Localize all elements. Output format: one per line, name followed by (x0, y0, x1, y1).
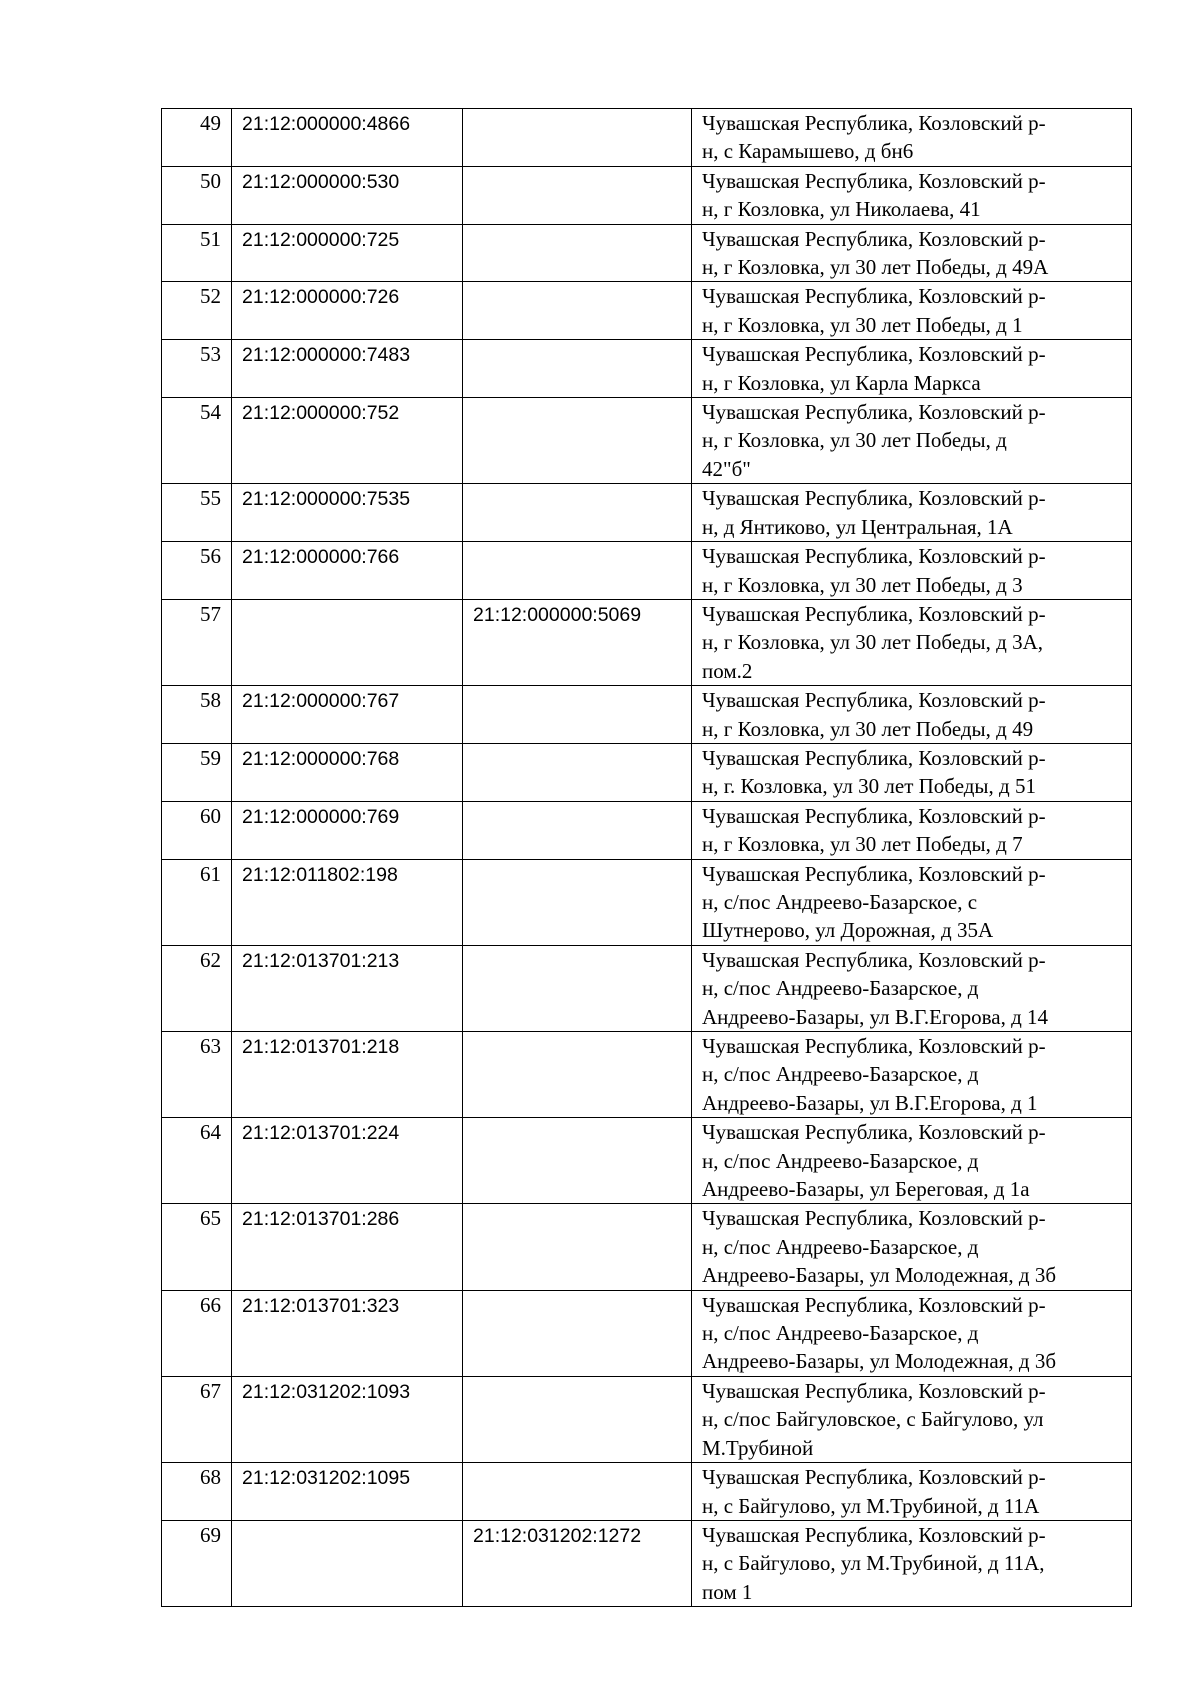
address-line: н, г. Козловка, ул 30 лет Победы, д 51 (702, 774, 1036, 799)
table-row (162, 945, 1132, 1031)
table-row (162, 224, 1132, 282)
cadastral-number: 21:12:000000:766 (232, 542, 463, 600)
address-line: н, г Козловка, ул Карла Маркса (702, 370, 981, 395)
premises-cadastral-number (463, 801, 692, 859)
address-cell (692, 1204, 1132, 1290)
table-row (162, 282, 1132, 340)
premises-cadastral-number (463, 484, 692, 542)
row-number: 69 (162, 1520, 232, 1606)
address-line: н, г Козловка, ул 30 лет Победы, д 1 (702, 312, 1023, 337)
row-number: 63 (162, 1032, 232, 1118)
row-number: 55 (162, 484, 232, 542)
cadastral-number: 21:12:000000:725 (232, 224, 463, 282)
premises-cadastral-number (463, 1118, 692, 1204)
premises-cadastral-number (463, 1376, 692, 1462)
table-row (162, 484, 1132, 542)
premises-cadastral-number (463, 859, 692, 945)
table-row (162, 1118, 1132, 1204)
address-line: н, г Козловка, ул 30 лет Победы, д 3 (702, 572, 1023, 597)
address-line: н, г Козловка, ул 30 лет Победы, д 49 (702, 716, 1034, 741)
address-cell (692, 1118, 1132, 1204)
table-row (162, 542, 1132, 600)
cadastral-number: 21:12:000000:530 (232, 166, 463, 224)
row-number: 56 (162, 542, 232, 600)
address-line: Андреево-Базары, ул Береговая, д 1а (702, 1177, 1030, 1202)
cadastral-number: 21:12:013701:213 (232, 945, 463, 1031)
address-line: н, с Карамышево, д бн6 (702, 139, 914, 164)
premises-cadastral-number (463, 340, 692, 398)
address-line: н, с/пос Андреево-Базарское, д (702, 976, 979, 1001)
row-number: 53 (162, 340, 232, 398)
cadastral-number (232, 1520, 463, 1606)
address-line: Чувашская Республика, Козловский р- (702, 486, 1046, 511)
row-number: 52 (162, 282, 232, 340)
address-cell (692, 599, 1132, 685)
row-number: 54 (162, 398, 232, 484)
table-row (162, 743, 1132, 801)
table-row (162, 1376, 1132, 1462)
address-line: Андреево-Базары, ул В.Г.Егорова, д 14 (702, 1004, 1048, 1029)
cadastral-number: 21:12:031202:1095 (232, 1463, 463, 1521)
address-line: Чувашская Республика, Козловский р- (702, 400, 1046, 425)
row-number: 58 (162, 686, 232, 744)
row-number: 51 (162, 224, 232, 282)
cadastral-number: 21:12:000000:769 (232, 801, 463, 859)
row-number: 66 (162, 1290, 232, 1376)
table-row (162, 166, 1132, 224)
row-number: 57 (162, 599, 232, 685)
address-cell (692, 166, 1132, 224)
cadastral-number: 21:12:013701:323 (232, 1290, 463, 1376)
address-line: н, г Козловка, ул 30 лет Победы, д 3А, (702, 630, 1044, 655)
address-cell (692, 398, 1132, 484)
premises-cadastral-number (463, 1463, 692, 1521)
address-line: Чувашская Республика, Козловский р- (702, 544, 1046, 569)
cadastral-number: 21:12:000000:767 (232, 686, 463, 744)
address-cell (692, 484, 1132, 542)
cadastral-number: 21:12:031202:1093 (232, 1376, 463, 1462)
table-row (162, 1204, 1132, 1290)
address-cell (692, 224, 1132, 282)
premises-cadastral-number (463, 743, 692, 801)
row-number: 50 (162, 166, 232, 224)
table-body (162, 109, 1132, 1607)
address-line: н, д Янтиково, ул Центральная, 1А (702, 514, 1013, 539)
address-line: Чувашская Республика, Козловский р- (702, 947, 1046, 972)
address-line: Чувашская Республика, Козловский р- (702, 1292, 1046, 1317)
address-cell (692, 1376, 1132, 1462)
address-cell (692, 1290, 1132, 1376)
cadastral-number: 21:12:000000:768 (232, 743, 463, 801)
premises-cadastral-number (463, 1290, 692, 1376)
address-cell (692, 801, 1132, 859)
cadastral-number: 21:12:000000:7483 (232, 340, 463, 398)
address-cell (692, 340, 1132, 398)
address-line: н, с/пос Андреево-Базарское, с (702, 889, 978, 914)
premises-cadastral-number (463, 1204, 692, 1290)
address-line: Чувашская Республика, Козловский р- (702, 1120, 1046, 1145)
table-row (162, 599, 1132, 685)
address-line: Чувашская Республика, Козловский р- (702, 1522, 1046, 1547)
address-line: Чувашская Республика, Козловский р- (702, 688, 1046, 713)
premises-cadastral-number (463, 109, 692, 167)
row-number: 68 (162, 1463, 232, 1521)
address-cell (692, 109, 1132, 167)
address-line: М.Трубиной (702, 1435, 814, 1460)
table-row (162, 686, 1132, 744)
cadastral-number: 21:12:013701:218 (232, 1032, 463, 1118)
address-line: Чувашская Республика, Козловский р- (702, 284, 1046, 309)
premises-cadastral-number (463, 686, 692, 744)
address-line: н, с/пос Байгуловское, с Байгулово, ул (702, 1407, 1044, 1432)
cadastral-number: 21:12:000000:4866 (232, 109, 463, 167)
premises-cadastral-number (463, 542, 692, 600)
address-line: н, с/пос Андреево-Базарское, д (702, 1321, 979, 1346)
premises-cadastral-number (463, 1032, 692, 1118)
cadastral-number: 21:12:011802:198 (232, 859, 463, 945)
row-number: 60 (162, 801, 232, 859)
table-row (162, 340, 1132, 398)
address-line: н, с/пос Андреево-Базарское, д (702, 1234, 979, 1259)
address-cell (692, 282, 1132, 340)
address-line: н, г Козловка, ул Николаева, 41 (702, 197, 981, 222)
address-cell (692, 945, 1132, 1031)
table-row (162, 1520, 1132, 1606)
table-row (162, 801, 1132, 859)
address-cell (692, 1520, 1132, 1606)
address-cell (692, 743, 1132, 801)
address-line: Чувашская Республика, Козловский р- (702, 745, 1046, 770)
address-line: Чувашская Республика, Козловский р- (702, 111, 1046, 135)
premises-cadastral-number: 21:12:000000:5069 (463, 599, 692, 685)
address-line: Чувашская Республика, Козловский р- (702, 342, 1046, 367)
address-cell (692, 1463, 1132, 1521)
address-line: Чувашская Республика, Козловский р- (702, 226, 1046, 251)
row-number: 49 (162, 109, 232, 167)
address-line: н, г Козловка, ул 30 лет Победы, д (702, 428, 1007, 453)
address-line: Чувашская Республика, Козловский р- (702, 803, 1046, 828)
address-line: Чувашская Республика, Козловский р- (702, 1378, 1046, 1403)
address-cell (692, 686, 1132, 744)
address-line: Андреево-Базары, ул Молодежная, д 3б (702, 1263, 1057, 1288)
address-line: пом 1 (702, 1579, 753, 1604)
address-line: н, с/пос Андреево-Базарское, д (702, 1148, 979, 1173)
address-cell (692, 1032, 1132, 1118)
address-line: Чувашская Республика, Козловский р- (702, 168, 1046, 193)
address-line: Андреево-Базары, ул В.Г.Егорова, д 1 (702, 1090, 1038, 1115)
premises-cadastral-number (463, 224, 692, 282)
premises-cadastral-number (463, 166, 692, 224)
address-line: Шутнерово, ул Дорожная, д 35А (702, 918, 994, 943)
row-number: 62 (162, 945, 232, 1031)
cadastral-number: 21:12:013701:286 (232, 1204, 463, 1290)
row-number: 67 (162, 1376, 232, 1462)
row-number: 59 (162, 743, 232, 801)
premises-cadastral-number (463, 398, 692, 484)
address-line: н, г Козловка, ул 30 лет Победы, д 49А (702, 255, 1049, 280)
row-number: 64 (162, 1118, 232, 1204)
row-number: 61 (162, 859, 232, 945)
address-line: н, с Байгулово, ул М.Трубиной, д 11А, (702, 1551, 1045, 1576)
cadastral-number (232, 599, 463, 685)
address-cell (692, 859, 1132, 945)
cadastral-number: 21:12:000000:726 (232, 282, 463, 340)
address-line: 42"б" (702, 456, 751, 481)
premises-cadastral-number (463, 945, 692, 1031)
address-line: Чувашская Республика, Козловский р- (702, 1206, 1046, 1231)
table-row (162, 1290, 1132, 1376)
address-line: н, с Байгулово, ул М.Трубиной, д 11А (702, 1493, 1040, 1518)
address-cell (692, 542, 1132, 600)
table-row (162, 1463, 1132, 1521)
cadastral-number: 21:12:000000:752 (232, 398, 463, 484)
row-number: 65 (162, 1204, 232, 1290)
address-line: н, с/пос Андреево-Базарское, д (702, 1062, 979, 1087)
address-line: пом.2 (702, 658, 753, 683)
cadastral-number: 21:12:000000:7535 (232, 484, 463, 542)
address-line: Андреево-Базары, ул Молодежная, д 3б (702, 1349, 1057, 1374)
registry-table (161, 108, 1132, 1607)
table-row (162, 1032, 1132, 1118)
address-line: Чувашская Республика, Козловский р- (702, 1034, 1046, 1058)
address-line: н, г Козловка, ул 30 лет Победы, д 7 (702, 832, 1023, 857)
premises-cadastral-number (463, 282, 692, 340)
address-line: Чувашская Республика, Козловский р- (702, 861, 1046, 886)
premises-cadastral-number: 21:12:031202:1272 (463, 1520, 692, 1606)
table-row (162, 398, 1132, 484)
address-line: Чувашская Республика, Козловский р- (702, 601, 1046, 626)
cadastral-number: 21:12:013701:224 (232, 1118, 463, 1204)
address-line: Чувашская Республика, Козловский р- (702, 1465, 1046, 1490)
table-row (162, 859, 1132, 945)
table-row (162, 109, 1132, 167)
